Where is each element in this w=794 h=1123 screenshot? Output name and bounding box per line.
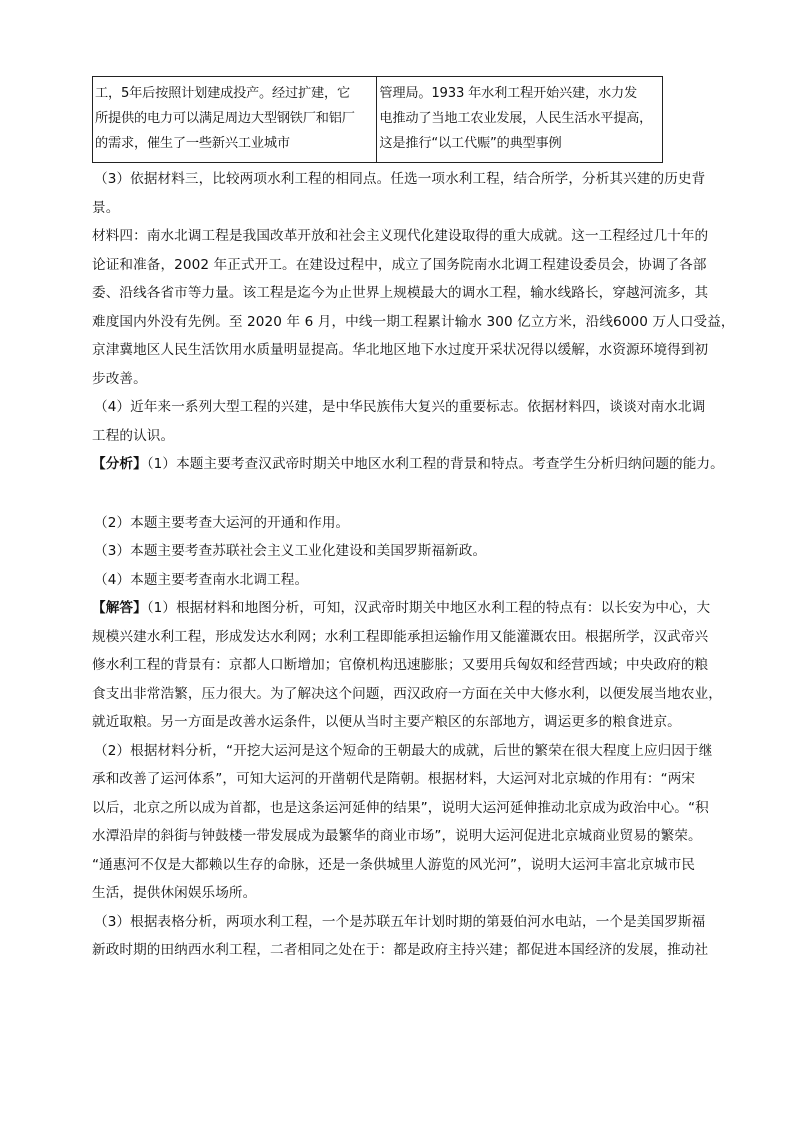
text-line: 难度国内外没有先例。至 2020 年 6 月，中线一期工程累计输水 300 亿立方米，沿线6000 万人口受益， (92, 313, 735, 330)
text-line: （3）根据表格分析，两项水利工程，一个是苏联五年计划时期的第聂伯河水电站，一个是美国罗斯福 (94, 913, 706, 930)
analysis-line (92, 450, 740, 479)
text-line: 材料四：南水北调工程是我国改革开放和社会主义现代化建设取得的重大成就。这一工程经过几十年的 (92, 228, 709, 244)
analysis-first: （1）本题主要考查汉武帝时期关中地区水利工程的背景和特点。考查学生分析归纳问题的能力。 (146, 456, 724, 472)
text-line: 食支出非常浩繁，压力很大。为了解决这个问题，西汉政府一方面在关中大修水利，以便发展当地农业， (92, 685, 722, 702)
text-line: 工程的认识。 (92, 427, 175, 444)
material-4 (92, 222, 740, 393)
text-line: （3）本题主要考查苏联社会主义工业化建设和美国罗斯福新政。 (94, 543, 487, 559)
table-row (93, 77, 663, 163)
question-4 (92, 393, 740, 450)
text-line: （2）根据材料分析，“开挖大运河是这个短命的王朝最大的成就，后世的繁荣在很大程度上应归因于继 (94, 742, 713, 759)
cell-line: 这是推行“以工代赈”的典型事例 (379, 136, 562, 151)
cell-line: 电推动了当地工农业发展，人民生活水平提高， (379, 111, 653, 126)
cell-line: 所提供的电力可以满足周边大型钢铁厂和铝厂 (95, 111, 355, 126)
text-line: 京津冀地区人民生活饮用水质量明显提高。华北地区地下水过度开采状况得以缓解，水资源环境得到初 (92, 342, 709, 358)
text-line: 生活，提供休闲娱乐场所。 (92, 885, 257, 901)
material-table (92, 76, 663, 163)
answer-line (92, 594, 740, 623)
table-cell-right (377, 77, 663, 163)
text-line: （4）本题主要考查南水北调工程。 (94, 571, 309, 588)
text-line: （2）本题主要考查大运河的开通和作用。 (94, 514, 350, 531)
text-line: 新政时期的田纳西水利工程，二者相同之处在于：都是政府主持兴建；都促进本国经济的发展，推动社 (92, 942, 709, 958)
text-line: 以后，北京之所以成为首都，也是这条运河延伸的结果”，说明大运河延伸推动北京成为政治中心。“积 (92, 799, 709, 816)
text-line: 就近取粮。另一方面是改善水运条件，以便从当时主要产粮区的东部地方，调运更多的粮食进京。 (92, 714, 681, 730)
text-line: 修水利工程的背景有：京都人口断增加；官僚机构迅速膨胀；又要用兵匈奴和经营西域；中央政府的粮 (92, 657, 709, 673)
text-line: 论证和准备，2002 年正式开工。在建设过程中，成立了国务院南水北调工程建设委员会，协调了各部 (92, 256, 707, 273)
spacer (92, 479, 740, 509)
text-line: 水潭沿岸的斜街与钟鼓楼一带发展成为最繁华的商业市场”，说明大运河促进北京城商业贸易的繁荣。 (92, 828, 702, 844)
answer-section (92, 594, 740, 965)
analysis-section (92, 450, 740, 594)
answer-tag: 【解答】 (92, 600, 147, 616)
document-page (92, 76, 740, 965)
text-line: 承和改善了运河体系”，可知大运河的开凿朝代是隋朝。根据材料，大运河对北京城的作用有：“两宋 (92, 771, 696, 787)
text-line: “通惠河不仅是大都赖以生存的命脉，还是一条供城里人游览的风光河”，说明大运河丰富北京城市民 (92, 856, 696, 873)
cell-line: 管理局。1933 年水利工程开始兴建，水力发 (379, 86, 637, 101)
text-line: 景。 (92, 199, 120, 216)
text-line: 规模兴建水利工程，形成发达水利网；水利工程即能承担运输作用又能灌溉农田。根据所学，汉武帝兴 (92, 628, 709, 645)
text-line: 步改善。 (92, 370, 147, 387)
cell-line: 的需求，催生了一些新兴工业城市 (95, 136, 290, 151)
text-line: 委、沿线各省市等力量。该工程是迄今为止世界上规模最大的调水工程，输水线路长，穿越河流多，其 (92, 285, 709, 301)
text-line: （4）近年来一系列大型工程的兴建，是中华民族伟大复兴的重要标志。依据材料四，谈谈对南水北调 (94, 399, 706, 415)
answer-first: （1）根据材料和地图分析，可知，汉武帝时期关中地区水利工程的特点有：以长安为中心，大 (146, 600, 711, 616)
cell-line: 工，5年后按照计划建成投产。经过扩建，它 (95, 86, 350, 101)
table-cell-left (93, 77, 377, 163)
analysis-tag: 【分析】 (92, 456, 147, 472)
text-line: （3）依据材料三，比较两项水利工程的相同点。任选一项水利工程，结合所学，分析其兴建的历史背 (94, 171, 706, 187)
question-3 (92, 165, 740, 222)
